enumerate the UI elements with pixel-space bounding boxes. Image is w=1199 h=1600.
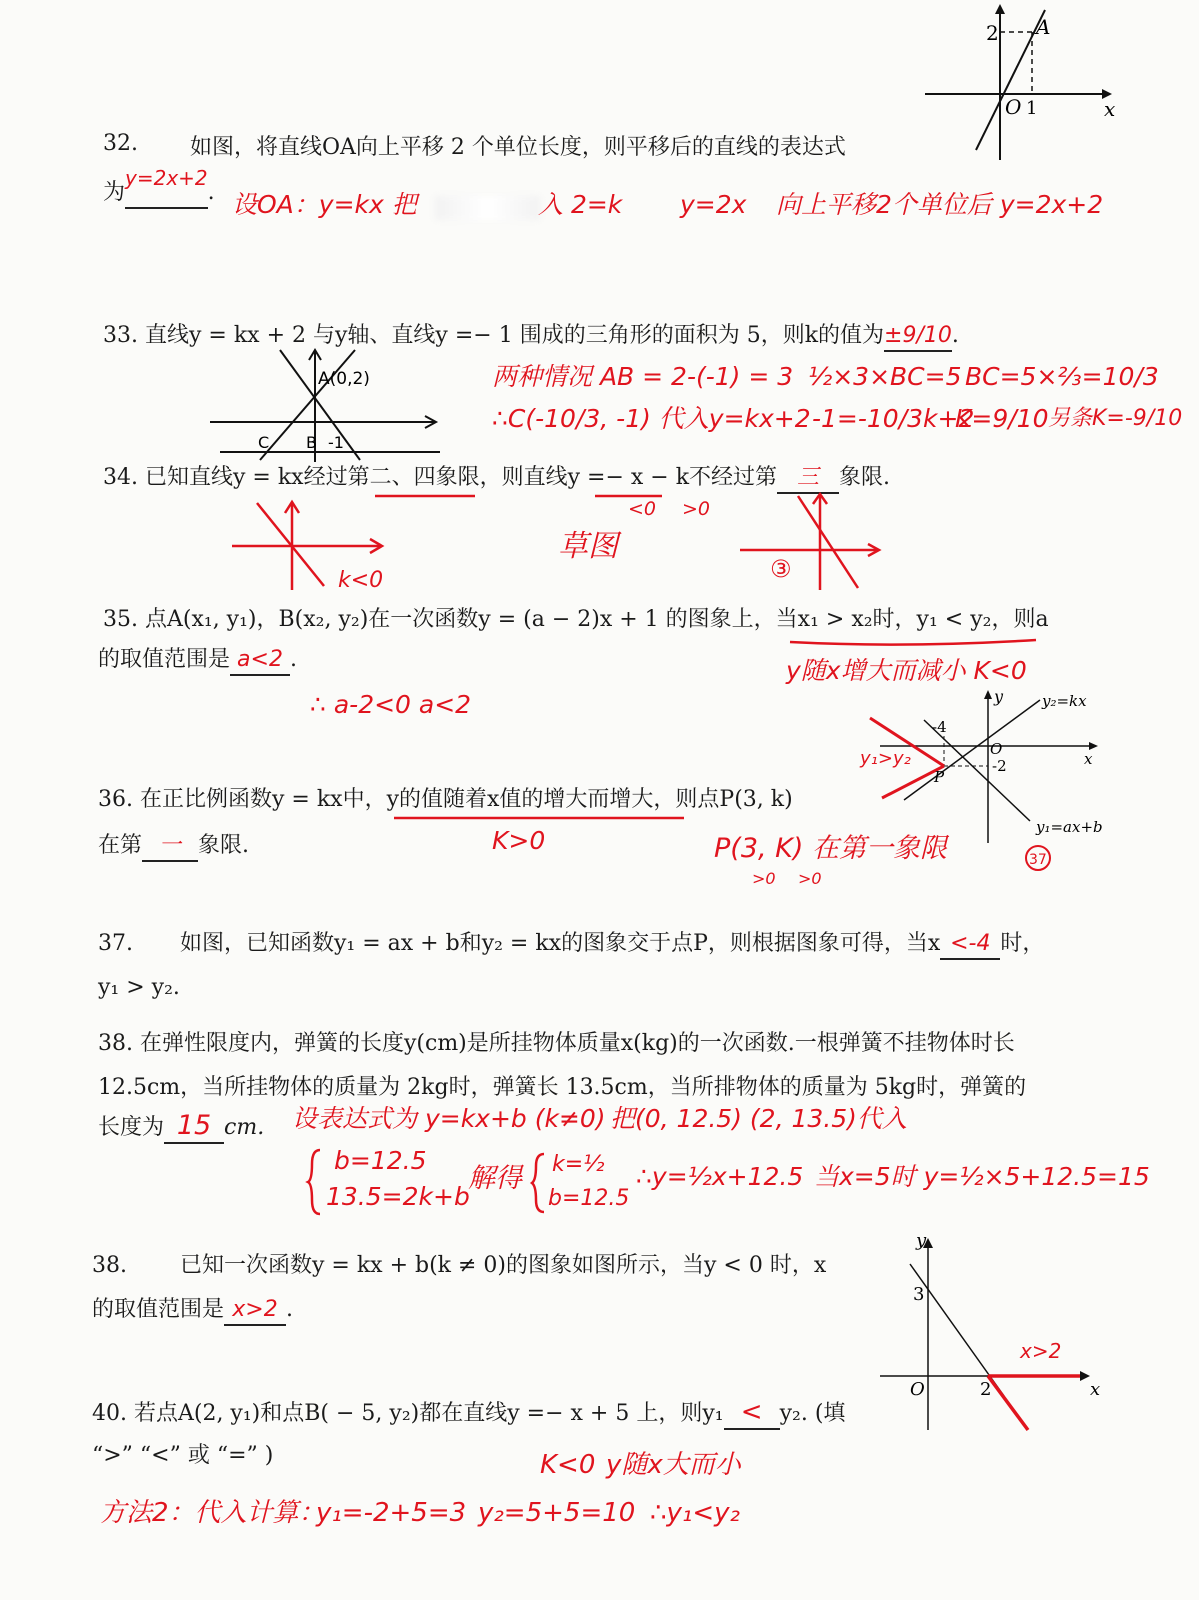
q32-number: 32.: [103, 131, 138, 156]
q38a-prefix: 长度为: [98, 1115, 165, 1140]
q37-number: 37.: [98, 931, 133, 956]
q34-note-klt0: k<0: [338, 568, 384, 593]
q40-suffix: y₂. (填: [779, 1401, 846, 1426]
q34-answer: 三: [797, 465, 820, 490]
q40-work-6: ∴y₁<y₂: [650, 1498, 740, 1528]
q36-work-1: K>0: [492, 826, 546, 855]
q37-fig-neg4: -4: [932, 718, 947, 736]
q37-fig-note: y₁>y₂: [860, 748, 911, 769]
q33-work-7: 另条K=-9/10: [1048, 406, 1183, 431]
q37-fig-neg2: -2: [992, 757, 1007, 775]
q32-suffix: .: [207, 180, 215, 205]
q33-line: [103, 322, 959, 352]
q35-line1-wrap: [103, 606, 1049, 634]
q37-suffix: 时，: [1000, 931, 1045, 956]
q32-work-1: 设OA：y=kx 把: [232, 190, 417, 219]
q37-text: 如图，已知函数y₁ = ax + b和y₂ = kx的图象交于点P，则根据图象可得，当x: [180, 931, 941, 956]
q40-text: 40. 若点A(2, y₁)和点B( − 5, y₂)都在直线y =− x + 5 上，则y₁: [92, 1401, 724, 1426]
q32-work-4: 向上平移2个单位后 y=2x+2: [776, 190, 1104, 219]
q32-fig-label-A: A: [1036, 15, 1051, 39]
q33-work-4: ∴C(-10/3, -1) 代入y=kx+2: [492, 404, 811, 433]
q40-work-5: y₂=5+5=10: [478, 1498, 636, 1528]
q36-work-2: P(3, K) 在第一象限: [714, 833, 947, 864]
q34-after: 象限.: [839, 465, 891, 490]
q37-line1: [98, 930, 1044, 960]
q34-sketch-right: [740, 488, 890, 593]
q38a-work-4: 13.5=2k+b: [326, 1182, 470, 1211]
q35-prefix: 的取值范围是: [98, 647, 231, 672]
q33-after: .: [951, 323, 959, 348]
q37-fig-y: y: [994, 687, 1004, 706]
q35-suffix: .: [290, 647, 298, 672]
q33-answer: ±9/10: [884, 323, 952, 348]
q40-work-2: y随x大而小: [606, 1450, 741, 1480]
q38a-work-9: 当x=5时 y=½×5+12.5=15: [814, 1162, 1150, 1191]
q38a-brace-2: [530, 1152, 550, 1214]
q36-work-3: >0: [752, 869, 776, 888]
q38a-suffix: cm.: [224, 1115, 265, 1140]
q38b-number: 38.: [92, 1253, 127, 1278]
q32-fig-label-1: 1: [1026, 98, 1038, 119]
q40-work-3: 方法2：代入计算：: [100, 1498, 325, 1528]
q38a-line1: 38. 在弹性限度内，弹簧的长度y(cm)是所挂物体质量x(kg)的一次函数.一根弹簧不挂物体时长: [98, 1031, 1015, 1056]
q37-fig-y2: y₂=kx: [1042, 692, 1087, 710]
q32-line2: [103, 166, 215, 209]
q34-note-sketch: 草图: [558, 529, 618, 564]
redaction-blur: [435, 196, 540, 220]
q35-underline: [786, 636, 1046, 650]
q34-number: 34.: [103, 465, 138, 490]
q38b-line1: [92, 1252, 826, 1280]
q37-line2: y₁ > y₂.: [98, 975, 180, 1000]
q32-line1: 如图，将直线OA向上平移 2 个单位长度，则平移后的直线的表达式: [190, 135, 846, 160]
q32-work-3: y=2x: [680, 190, 747, 219]
q33-work-1: 两种情况 AB = 2-(-1) = 3: [492, 362, 794, 391]
q36-line1: 在正比例函数y = kx中，y的值随着x值的增大而增大，则点P(3, k): [140, 787, 793, 812]
q40-work-1: K<0: [540, 1450, 596, 1480]
q37-answer: <-4: [950, 931, 991, 956]
q38a-line3: [98, 1112, 264, 1144]
q36-underline: [392, 814, 692, 824]
q38b-graph: [880, 1230, 1105, 1440]
q32-fig-label-x: x: [1104, 97, 1116, 121]
q38b-answer: x>2: [232, 1297, 278, 1322]
q33-fig-C: C: [258, 433, 270, 452]
q38b-suffix: .: [286, 1297, 294, 1322]
q38a-work-8: ∴y=½x+12.5: [636, 1162, 804, 1191]
q37-fig-P: P: [934, 768, 945, 786]
q40-line1: [92, 1398, 845, 1430]
q36-prefix: 在第: [98, 833, 143, 858]
q38a-work-7: b=12.5: [548, 1186, 630, 1211]
q37-fig-x: x: [1084, 750, 1093, 768]
q40-answer: <: [740, 1397, 763, 1427]
q33-fig-neg1: -1: [328, 433, 344, 452]
q33-fig-A: A(0,2): [318, 369, 370, 389]
q33-fig-B: B: [306, 433, 317, 452]
q34-note-gt0: >0: [682, 498, 711, 520]
q38b-fig-note: x>2: [1020, 1339, 1062, 1363]
q35-line1: 点A(x₁, y₁)，B(x₂, y₂)在一次函数y = (a − 2)x + 1 的图象上，当x₁ > x₂时，y₁ < y₂，则a: [145, 607, 1049, 632]
q37-fig-y1: y₁=ax+b: [1036, 818, 1103, 836]
q40-line2: “>” “<” 或 “=” ): [92, 1443, 274, 1468]
q38b-fig-O: O: [910, 1379, 925, 1400]
q32-prefix: 为: [103, 180, 126, 205]
q33-work-5: -1=-10/3k+2: [812, 404, 975, 433]
q35-line2: [98, 646, 297, 676]
q33-sketch: [210, 350, 450, 465]
q36-line2: [98, 832, 249, 862]
q37-fig-O: O: [990, 740, 1003, 758]
q38a-work-2: 把(0, 12.5) (2, 13.5)代入: [610, 1104, 907, 1133]
q34-text: 已知直线y = kx经过第二、四象限，则直线y =− x − k不经过第: [145, 465, 778, 490]
q35-work-1: y随x增大而减小 K<0: [786, 656, 1027, 685]
q36-work-4: >0: [798, 869, 822, 888]
q38a-work-1: 设表达式为 y=kx+b (k≠0): [292, 1104, 606, 1133]
q36-suffix: 象限.: [198, 833, 250, 858]
q35-number: 35.: [103, 607, 138, 632]
q37-fig-circ: 37: [1029, 852, 1047, 868]
q35-work-2: ∴ a-2<0 a<2: [310, 690, 472, 719]
q38b-text: 已知一次函数y = kx + b(k ≠ 0)的图象如图所示，当y < 0 时，x: [180, 1253, 827, 1278]
q33-work-2: ½×3×BC=5: [808, 362, 962, 391]
q38b-fig-x: x: [1090, 1379, 1101, 1400]
q34-note-lt0: <0: [628, 498, 657, 520]
q38a-work-3: b=12.5: [334, 1146, 427, 1175]
q38b-fig-y: y: [916, 1230, 927, 1251]
q36-answer: 一: [159, 833, 182, 858]
q38a-brace-1: [306, 1148, 326, 1216]
q34-underlines: [370, 490, 670, 510]
q38b-fig-3: 3: [913, 1284, 925, 1305]
q32-work-2: 入 2=k: [538, 190, 623, 219]
q35-answer: a<2: [237, 647, 283, 672]
q34-note-circle3: ③: [770, 555, 792, 583]
q38a-work-6: k=½: [552, 1152, 605, 1177]
q33-work-3: BC=5×⅔=10/3: [965, 362, 1159, 391]
q32-graph: [920, 0, 1130, 170]
q32-answer: y=2x+2: [125, 166, 208, 190]
q38b-prefix: 的取值范围是: [92, 1297, 225, 1322]
q33-text: 直线y = kx + 2 与y轴、直线y =− 1 围成的三角形的面积为 5，则k的值为: [145, 323, 885, 348]
q40-work-4: y₁=-2+5=3: [316, 1498, 467, 1528]
q38a-answer: 15: [176, 1110, 212, 1141]
q38a-work-5: 解得: [468, 1163, 522, 1194]
q38b-line2: [92, 1296, 293, 1326]
q32-fig-label-O: O: [1005, 95, 1022, 119]
q33-work-6: K=9/10: [955, 404, 1049, 433]
q36-number: 36.: [98, 787, 133, 812]
q36-line1-wrap: [98, 786, 793, 814]
q38a-line2: 12.5cm，当所挂物体的质量为 2kg时，弹簧长 13.5cm，当所排物体的质量为 5kg时，弹簧的: [98, 1075, 1027, 1100]
q32-fig-label-2: 2: [986, 21, 999, 45]
q33-number: 33.: [103, 323, 138, 348]
q38b-fig-2: 2: [980, 1379, 992, 1400]
